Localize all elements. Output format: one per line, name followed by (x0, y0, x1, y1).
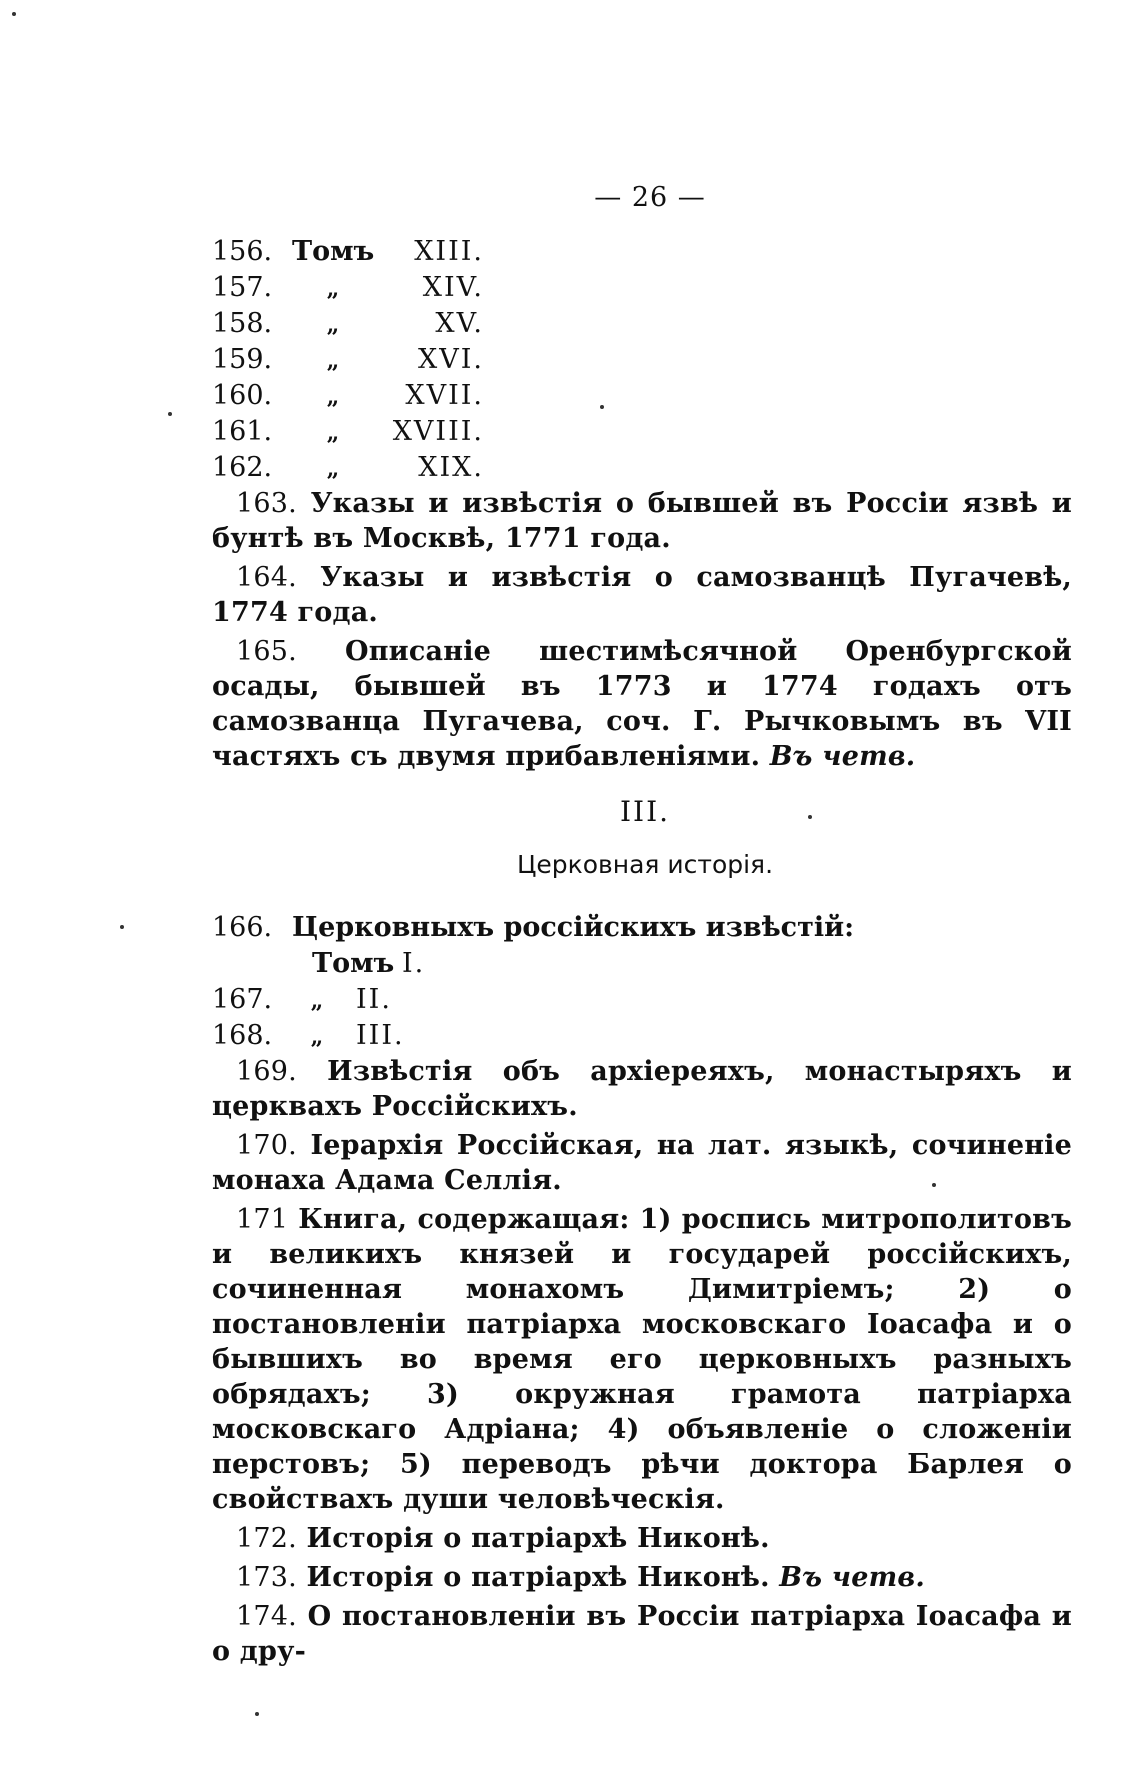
volume-roman: II. (356, 984, 392, 1015)
list-item (212, 1560, 1072, 1595)
entry-number: 168. (212, 1020, 273, 1051)
list-item (212, 1054, 1072, 1124)
entry-number: 172. (236, 1523, 297, 1554)
entry-number: 160. (212, 380, 273, 411)
list-item (212, 1128, 1072, 1198)
entry-number: 157. (212, 272, 273, 303)
list-item (212, 378, 1072, 414)
scan-speck (255, 1712, 259, 1716)
volume-roman: III. (356, 1020, 405, 1051)
entry-text: Исторія о патріархѣ Никонѣ. (306, 1523, 770, 1554)
entry-text: Іерархія Россійская, на лат. языкѣ, сочиненіе монаха Адама Селлія. (212, 1130, 1072, 1196)
section-numeral: III. (619, 795, 671, 828)
ditto-mark: „ (326, 420, 340, 446)
list-item (212, 1521, 1072, 1556)
list-item (212, 560, 1072, 630)
entry-text: Книга, содержащая: 1) роспись митрополитовъ и великихъ князей и государей россійскихъ, сочиненная монахомъ Димитріемъ; 2) о постановленіи патріарха московскаго Іоасафа и о бывшихъ во время его церковныхъ разныхъ обрядахъ; 3) окружная грамота патріарха московскаго Адріана; 4) объявленіе о сложеніи перстовъ; 5) переводъ рѣчи доктора Барлея о свойствахъ души человѣческія. (212, 1204, 1072, 1515)
volume-word: Томъ (292, 236, 375, 267)
entry-text: Указы и извѣстія о самозванцѣ Пугачевѣ, 1774 года. (212, 562, 1072, 628)
scan-speck (808, 815, 812, 819)
ditto-mark: „ (326, 348, 340, 374)
entry-number: 167. (212, 984, 273, 1015)
ditto-mark: „ (326, 384, 340, 410)
section-title: Церковная исторія. (516, 850, 774, 879)
volume-roman: XVIII. (392, 416, 484, 447)
list-item (212, 450, 1072, 486)
entry-number: 161. (212, 416, 273, 447)
page-number: — 26 — (594, 182, 706, 213)
volume-roman: XVII. (405, 380, 484, 411)
volume-word: Томъ (312, 948, 395, 979)
entry-number: 163. (236, 488, 297, 519)
format-note: Въ четв. (779, 1562, 925, 1593)
ditto-mark: „ (326, 312, 340, 338)
volume-roman: XIV. (422, 272, 484, 303)
entry-number: 169. (236, 1056, 297, 1087)
entry-number: 171 (236, 1204, 289, 1235)
list-item (212, 234, 1072, 270)
volume-roman: I. (402, 948, 426, 979)
entry-text: О постановленіи въ Россіи патріарха Іоасафа и о дру- (212, 1601, 1072, 1667)
format-note: Въ четв. (769, 741, 916, 772)
list-item (212, 982, 1072, 1018)
list-item (212, 1599, 1072, 1669)
volume-roman: XIX. (418, 452, 484, 483)
scan-speck (168, 412, 172, 416)
list-item (212, 1018, 1072, 1054)
list-item (212, 1202, 1072, 1517)
volume-list (212, 234, 1072, 486)
entry-number: 164. (236, 562, 297, 593)
ditto-mark: „ (326, 276, 340, 302)
entry-number: 159. (212, 344, 273, 375)
entry-number: 170. (236, 1130, 297, 1161)
list-item (212, 414, 1072, 450)
entry-text: Извѣстія объ архіереяхъ, монастыряхъ и церквахъ Россійскихъ. (212, 1056, 1072, 1122)
church-volume-list (212, 910, 1072, 1054)
list-item (212, 306, 1072, 342)
list-item (212, 634, 1072, 774)
entry-text: Описаніе шестимѣсячной Оренбургской осады, бывшей въ 1773 и 1774 годахъ отъ самозванца Пугачева, соч. Г. Рычковымъ въ VII частяхъ съ двумя прибавленіями. (212, 636, 1072, 772)
entries-list-b (212, 1054, 1072, 1673)
entry-number: 162. (212, 452, 273, 483)
scan-speck (932, 1183, 936, 1187)
volume-roman: XVI. (418, 344, 484, 375)
list-item (212, 486, 1072, 556)
scan-speck (600, 405, 604, 409)
list-item (212, 270, 1072, 306)
scan-speck (12, 12, 16, 16)
entry-number: 173. (236, 1562, 297, 1593)
entry-number: 165. (236, 636, 297, 667)
entry-number: 166. (212, 912, 273, 943)
volume-roman: XIII. (414, 236, 484, 267)
entry-number: 174. (236, 1601, 297, 1632)
ditto-mark: „ (310, 1024, 324, 1050)
entry-text: Исторія о патріархѣ Никонѣ. (306, 1562, 770, 1593)
entry-text: Церковныхъ россійскихъ извѣстій: (292, 912, 855, 943)
entry-number: 158. (212, 308, 273, 339)
entries-list-a (212, 486, 1072, 778)
list-item (212, 910, 1072, 946)
list-item (212, 946, 1072, 982)
volume-roman: XV. (435, 308, 484, 339)
entry-text: Указы и извѣстія о бывшей въ Россіи язвѣ и бунтѣ въ Москвѣ, 1771 года. (212, 488, 1072, 554)
list-item (212, 342, 1072, 378)
ditto-mark: „ (326, 456, 340, 482)
ditto-mark: „ (310, 988, 324, 1014)
scan-speck (120, 925, 124, 929)
entry-number: 156. (212, 236, 273, 267)
